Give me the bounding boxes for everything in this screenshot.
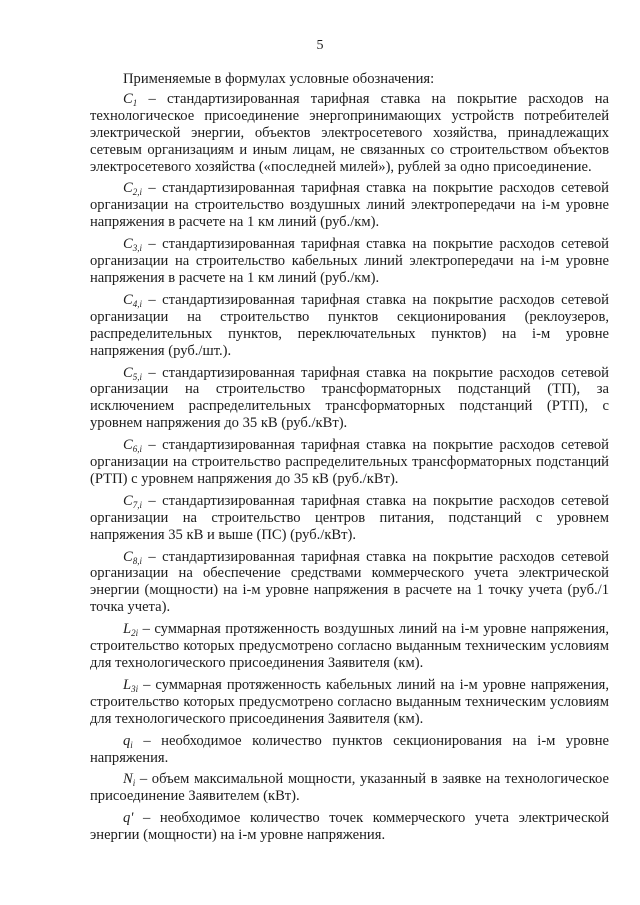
definition-text: – стандартизированная тарифная ставка на покрытие расходов сетевой организации на строительство пунктов секционирования (реклоузеров, распределительных пунктов, переключательных пунктов) на i-м уровне напряжения (руб./шт.). <box>90 291 609 359</box>
definition-q-prime <box>90 810 609 844</box>
definition-l3i <box>90 677 609 728</box>
symbol: $C_{6,i}$ <box>123 437 142 455</box>
symbol: $C_1$ <box>123 90 138 108</box>
definition-c2i <box>90 180 609 231</box>
definition-text: – стандартизированная тарифная ставка на покрытие расходов сетевой организации на строительство трансформаторных подстанций (ТП), за исключением распределительных трансформаторных подстанций (РТП), с уровнем напряжения до 35 кВ (руб./кВт). <box>90 364 609 432</box>
page-number: 5 <box>316 38 324 53</box>
symbol: $C_{5,i}$ <box>123 364 142 382</box>
symbol: $N_i$ <box>123 771 136 789</box>
symbol: $C_{3,i}$ <box>123 236 142 254</box>
definition-text: – необходимое количество точек коммерческого учета электрической энергии (мощности) на i-м уровне напряжения. <box>90 810 609 844</box>
symbol: $L_{2i}$ <box>123 621 139 639</box>
definition-l2i <box>90 621 609 672</box>
definition-text: – стандартизированная тарифная ставка на покрытие расходов сетевой организации на строительство центров питания, подстанций с уровнем напряжения 35 кВ и выше (ПС) (руб./кВт). <box>90 492 609 543</box>
definition-text: – стандартизированная тарифная ставка на покрытие расходов сетевой организации на строительство распределительных трансформаторных подстанций (РТП) с уровнем напряжения до 35 кВ (руб./кВт). <box>90 437 609 487</box>
definition-text: – необходимое количество пунктов секционирования на i-м уровне напряжения. <box>90 732 609 766</box>
definition-c7i <box>90 493 609 544</box>
definition-c5i <box>90 365 609 433</box>
definition-text: – объем максимальной мощности, указанный в заявке на технологическое присоединение Заявителем (кВт). <box>90 771 609 805</box>
definition-text: – суммарная протяженность воздушных линий на i-м уровне напряжения, строительство которых предусмотрено согласно выданным техническим условиям для технологического присоединения Заявителя (км). <box>90 621 609 671</box>
definition-text: – стандартизированная тарифная ставка на покрытие расходов сетевой организации на строительство воздушных линий электропередачи на i-м уровне напряжения в расчете на 1 км линий (руб./км). <box>90 180 609 231</box>
symbol: q' <box>123 810 134 827</box>
definition-text: – суммарная протяженность кабельных линий на i-м уровне напряжения, строительство которых предусмотрено согласно выданным техническим условиям для технологического присоединения Заявителя (км). <box>90 676 609 727</box>
definition-c1 <box>90 91 609 176</box>
symbol: $C_{7,i}$ <box>123 492 142 510</box>
symbol: $C_{4,i}$ <box>123 291 142 309</box>
section-heading: Применяемые в формулах условные обозначения: <box>123 71 435 87</box>
symbol: $L_{3i}$ <box>123 676 139 694</box>
symbol: $q_i$ <box>123 732 133 750</box>
definition-qi <box>90 733 609 767</box>
document-body <box>90 71 609 849</box>
definition-c4i <box>90 292 609 360</box>
definition-c6i <box>90 437 609 488</box>
definition-text: – стандартизированная тарифная ставка на покрытие расходов сетевой организации на строительство кабельных линий электропередачи на i-м уровне напряжения в расчете на 1 км линий (руб./км). <box>90 236 609 286</box>
symbol: $C_{8,i}$ <box>123 548 142 566</box>
definition-c8i <box>90 549 609 617</box>
definition-text: – стандартизированная тарифная ставка на покрытие расходов сетевой организации на обеспечение средствами коммерческого учета электрической энергии (мощности) на i-м уровне напряжения в расчете на 1 точку учета (руб./1 точка учета). <box>90 548 609 616</box>
definition-text: – стандартизированная тарифная ставка на покрытие расходов на технологическое присоединение энергопринимающих устройств потребителей электрической энергии, объектов электросетевого хозяйства, принадлежащих сетевым организациям и иным лицам, не связанных со строительством объектов электросетевого хозяйства («последней милей»), рублей за одно присоединение. <box>90 90 609 175</box>
symbol: $C_{2,i}$ <box>123 180 142 198</box>
definition-ni <box>90 771 609 805</box>
definition-c3i <box>90 236 609 287</box>
